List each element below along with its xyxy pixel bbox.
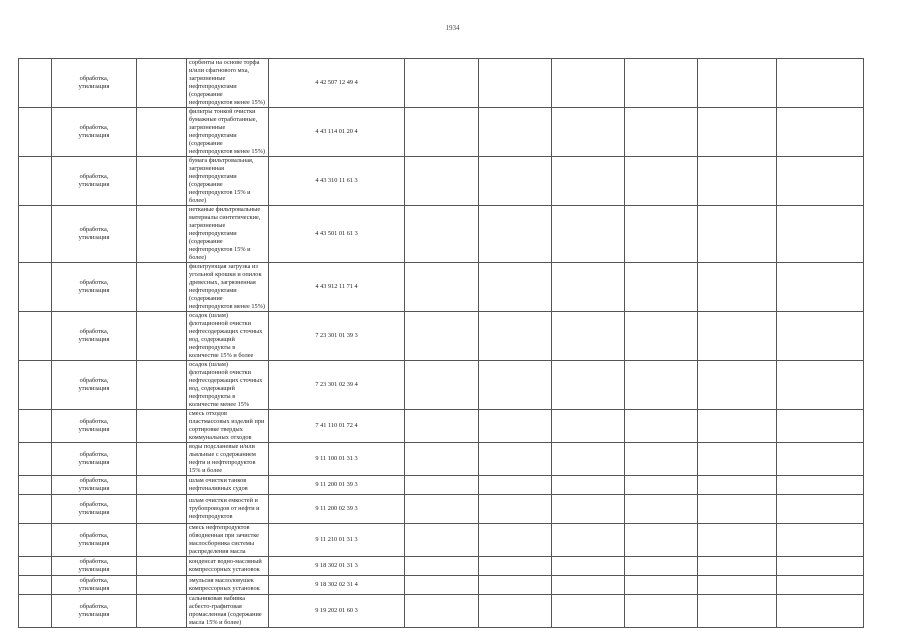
waste-name-cell: фильтрующая загрузка из угольной крошки и опилок древесных, загрязненная нефтепродуктами (содержание нефтепродуктов менее 15%) bbox=[187, 263, 269, 312]
empty-cell bbox=[552, 476, 625, 495]
empty-cell bbox=[698, 108, 777, 157]
empty-cell bbox=[137, 576, 187, 595]
waste-name-cell: сальниковая набивка асбесто-графитовая промасленная (содержание масла 15% и более) bbox=[187, 595, 269, 628]
operation-cell: обработка, утилизация bbox=[52, 59, 137, 108]
waste-name-cell: сорбенты на основе торфа и/или сфагнового мха, загрязненные нефтепродуктами (содержание нефтепродуктов менее 15%) bbox=[187, 59, 269, 108]
table-body bbox=[19, 59, 864, 628]
empty-cell bbox=[19, 476, 52, 495]
empty-cell bbox=[19, 557, 52, 576]
empty-cell bbox=[777, 263, 864, 312]
table-row bbox=[19, 524, 864, 557]
empty-cell bbox=[479, 557, 552, 576]
empty-cell bbox=[552, 443, 625, 476]
empty-cell bbox=[405, 157, 479, 206]
empty-cell bbox=[698, 312, 777, 361]
fkko-code-cell: 9 11 200 02 39 3 bbox=[269, 495, 405, 524]
empty-cell bbox=[479, 108, 552, 157]
table-row bbox=[19, 576, 864, 595]
empty-cell bbox=[625, 443, 698, 476]
empty-cell bbox=[552, 263, 625, 312]
table-row bbox=[19, 595, 864, 628]
empty-cell bbox=[137, 312, 187, 361]
operation-cell: обработка, утилизация bbox=[52, 476, 137, 495]
empty-cell bbox=[625, 495, 698, 524]
empty-cell bbox=[19, 59, 52, 108]
empty-cell bbox=[552, 595, 625, 628]
empty-cell bbox=[625, 595, 698, 628]
empty-cell bbox=[777, 557, 864, 576]
operation-cell: обработка, утилизация bbox=[52, 524, 137, 557]
empty-cell bbox=[552, 576, 625, 595]
empty-cell bbox=[698, 476, 777, 495]
empty-cell bbox=[777, 361, 864, 410]
empty-cell bbox=[698, 576, 777, 595]
empty-cell bbox=[479, 476, 552, 495]
empty-cell bbox=[405, 59, 479, 108]
operation-cell: обработка, утилизация bbox=[52, 361, 137, 410]
waste-table bbox=[18, 58, 864, 628]
empty-cell bbox=[405, 576, 479, 595]
empty-cell bbox=[552, 524, 625, 557]
empty-cell bbox=[405, 476, 479, 495]
empty-cell bbox=[625, 476, 698, 495]
waste-name-cell: осадок (шлам) флотационной очистки нефтесодержащих сточных вод, содержащий нефтепродукты в количестве 15% и более bbox=[187, 312, 269, 361]
table-row bbox=[19, 108, 864, 157]
waste-name-cell: воды подсланевые и/или льяльные с содержанием нефти и нефтепродуктов 15% и более bbox=[187, 443, 269, 476]
empty-cell bbox=[479, 595, 552, 628]
fkko-code-cell: 9 18 302 02 31 4 bbox=[269, 576, 405, 595]
waste-name-cell: шлам очистки танков нефтеналивных судов bbox=[187, 476, 269, 495]
fkko-code-cell: 4 43 310 11 61 3 bbox=[269, 157, 405, 206]
fkko-code-cell: 4 42 507 12 49 4 bbox=[269, 59, 405, 108]
operation-cell: обработка, утилизация bbox=[52, 410, 137, 443]
operation-cell: обработка, утилизация bbox=[52, 206, 137, 263]
operation-cell: обработка, утилизация bbox=[52, 157, 137, 206]
empty-cell bbox=[479, 410, 552, 443]
empty-cell bbox=[625, 361, 698, 410]
empty-cell bbox=[479, 361, 552, 410]
waste-name-cell: смесь отходов пластмассовых изделий при сортировке твердых коммунальных отходов bbox=[187, 410, 269, 443]
empty-cell bbox=[405, 595, 479, 628]
empty-cell bbox=[552, 410, 625, 443]
empty-cell bbox=[137, 476, 187, 495]
empty-cell bbox=[137, 495, 187, 524]
empty-cell bbox=[777, 495, 864, 524]
empty-cell bbox=[19, 410, 52, 443]
empty-cell bbox=[777, 410, 864, 443]
empty-cell bbox=[19, 443, 52, 476]
operation-cell: обработка, утилизация bbox=[52, 263, 137, 312]
empty-cell bbox=[137, 206, 187, 263]
empty-cell bbox=[137, 557, 187, 576]
empty-cell bbox=[479, 206, 552, 263]
empty-cell bbox=[552, 59, 625, 108]
empty-cell bbox=[137, 443, 187, 476]
empty-cell bbox=[405, 108, 479, 157]
table-row bbox=[19, 557, 864, 576]
empty-cell bbox=[405, 557, 479, 576]
empty-cell bbox=[552, 495, 625, 524]
empty-cell bbox=[137, 59, 187, 108]
empty-cell bbox=[137, 595, 187, 628]
table-row bbox=[19, 312, 864, 361]
empty-cell bbox=[777, 524, 864, 557]
waste-name-cell: шлам очистки емкостей и трубопроводов от нефти и нефтепродуктов bbox=[187, 495, 269, 524]
fkko-code-cell: 7 23 301 01 39 3 bbox=[269, 312, 405, 361]
table-row bbox=[19, 443, 864, 476]
fkko-code-cell: 4 43 114 01 20 4 bbox=[269, 108, 405, 157]
empty-cell bbox=[698, 361, 777, 410]
empty-cell bbox=[625, 157, 698, 206]
table-row bbox=[19, 206, 864, 263]
table-row bbox=[19, 263, 864, 312]
fkko-code-cell: 7 23 301 02 39 4 bbox=[269, 361, 405, 410]
empty-cell bbox=[698, 410, 777, 443]
waste-name-cell: эмульсия маслоловушек компрессорных установок bbox=[187, 576, 269, 595]
empty-cell bbox=[625, 108, 698, 157]
empty-cell bbox=[479, 312, 552, 361]
empty-cell bbox=[137, 524, 187, 557]
empty-cell bbox=[137, 410, 187, 443]
empty-cell bbox=[777, 108, 864, 157]
empty-cell bbox=[698, 557, 777, 576]
operation-cell: обработка, утилизация bbox=[52, 557, 137, 576]
fkko-code-cell: 9 11 200 01 39 3 bbox=[269, 476, 405, 495]
empty-cell bbox=[19, 206, 52, 263]
fkko-code-cell: 4 43 912 11 71 4 bbox=[269, 263, 405, 312]
empty-cell bbox=[405, 263, 479, 312]
empty-cell bbox=[777, 206, 864, 263]
empty-cell bbox=[19, 595, 52, 628]
empty-cell bbox=[625, 312, 698, 361]
operation-cell: обработка, утилизация bbox=[52, 576, 137, 595]
empty-cell bbox=[698, 157, 777, 206]
empty-cell bbox=[777, 576, 864, 595]
waste-name-cell: осадок (шлам) флотационной очистки нефтесодержащих сточных вод, содержащий нефтепродукты в количестве менее 15% bbox=[187, 361, 269, 410]
empty-cell bbox=[698, 524, 777, 557]
table-row bbox=[19, 157, 864, 206]
fkko-code-cell: 7 41 110 01 72 4 bbox=[269, 410, 405, 443]
fkko-code-cell: 9 18 302 01 31 3 bbox=[269, 557, 405, 576]
empty-cell bbox=[405, 206, 479, 263]
empty-cell bbox=[625, 410, 698, 443]
fkko-code-cell: 9 11 100 01 31 3 bbox=[269, 443, 405, 476]
empty-cell bbox=[777, 595, 864, 628]
operation-cell: обработка, утилизация bbox=[52, 443, 137, 476]
empty-cell bbox=[405, 524, 479, 557]
empty-cell bbox=[698, 595, 777, 628]
empty-cell bbox=[625, 263, 698, 312]
empty-cell bbox=[625, 206, 698, 263]
empty-cell bbox=[552, 361, 625, 410]
empty-cell bbox=[698, 59, 777, 108]
empty-cell bbox=[625, 59, 698, 108]
table-row bbox=[19, 361, 864, 410]
empty-cell bbox=[479, 263, 552, 312]
empty-cell bbox=[777, 443, 864, 476]
empty-cell bbox=[625, 557, 698, 576]
table-row bbox=[19, 495, 864, 524]
empty-cell bbox=[777, 157, 864, 206]
empty-cell bbox=[777, 476, 864, 495]
empty-cell bbox=[698, 263, 777, 312]
page-number: 1934 bbox=[445, 24, 460, 32]
empty-cell bbox=[137, 157, 187, 206]
empty-cell bbox=[479, 59, 552, 108]
empty-cell bbox=[479, 157, 552, 206]
table-row bbox=[19, 59, 864, 108]
empty-cell bbox=[137, 361, 187, 410]
empty-cell bbox=[777, 59, 864, 108]
empty-cell bbox=[405, 312, 479, 361]
operation-cell: обработка, утилизация bbox=[52, 108, 137, 157]
empty-cell bbox=[19, 108, 52, 157]
empty-cell bbox=[19, 576, 52, 595]
empty-cell bbox=[405, 361, 479, 410]
empty-cell bbox=[19, 312, 52, 361]
waste-name-cell: фильтры тонкой очистки бумажные отработанные, загрязненные нефтепродуктами (содержание нефтепродуктов менее 15%) bbox=[187, 108, 269, 157]
fkko-code-cell: 4 43 501 01 61 3 bbox=[269, 206, 405, 263]
waste-name-cell: нетканые фильтровальные материалы синтетические, загрязненные нефтепродуктами (содержание нефтепродуктов 15% и более) bbox=[187, 206, 269, 263]
operation-cell: обработка, утилизация bbox=[52, 595, 137, 628]
empty-cell bbox=[552, 157, 625, 206]
table-row bbox=[19, 476, 864, 495]
waste-name-cell: бумага фильтровальная, загрязненная нефтепродуктами (содержание нефтепродуктов 15% и более) bbox=[187, 157, 269, 206]
empty-cell bbox=[552, 557, 625, 576]
empty-cell bbox=[479, 576, 552, 595]
empty-cell bbox=[625, 576, 698, 595]
empty-cell bbox=[479, 524, 552, 557]
empty-cell bbox=[698, 443, 777, 476]
empty-cell bbox=[137, 108, 187, 157]
empty-cell bbox=[777, 312, 864, 361]
fkko-code-cell: 9 19 202 01 60 3 bbox=[269, 595, 405, 628]
empty-cell bbox=[552, 206, 625, 263]
operation-cell: обработка, утилизация bbox=[52, 495, 137, 524]
waste-name-cell: конденсат водно-масляный компрессорных установок bbox=[187, 557, 269, 576]
empty-cell bbox=[137, 263, 187, 312]
waste-name-cell: смесь нефтепродуктов обводненная при зачистке маслосборника системы распределения масла bbox=[187, 524, 269, 557]
empty-cell bbox=[19, 524, 52, 557]
operation-cell: обработка, утилизация bbox=[52, 312, 137, 361]
empty-cell bbox=[19, 361, 52, 410]
empty-cell bbox=[19, 495, 52, 524]
empty-cell bbox=[19, 157, 52, 206]
empty-cell bbox=[405, 410, 479, 443]
empty-cell bbox=[698, 495, 777, 524]
empty-cell bbox=[698, 206, 777, 263]
empty-cell bbox=[479, 443, 552, 476]
table-row bbox=[19, 410, 864, 443]
fkko-code-cell: 9 11 210 01 31 3 bbox=[269, 524, 405, 557]
empty-cell bbox=[405, 443, 479, 476]
empty-cell bbox=[479, 495, 552, 524]
empty-cell bbox=[405, 495, 479, 524]
empty-cell bbox=[19, 263, 52, 312]
empty-cell bbox=[552, 108, 625, 157]
empty-cell bbox=[625, 524, 698, 557]
empty-cell bbox=[552, 312, 625, 361]
